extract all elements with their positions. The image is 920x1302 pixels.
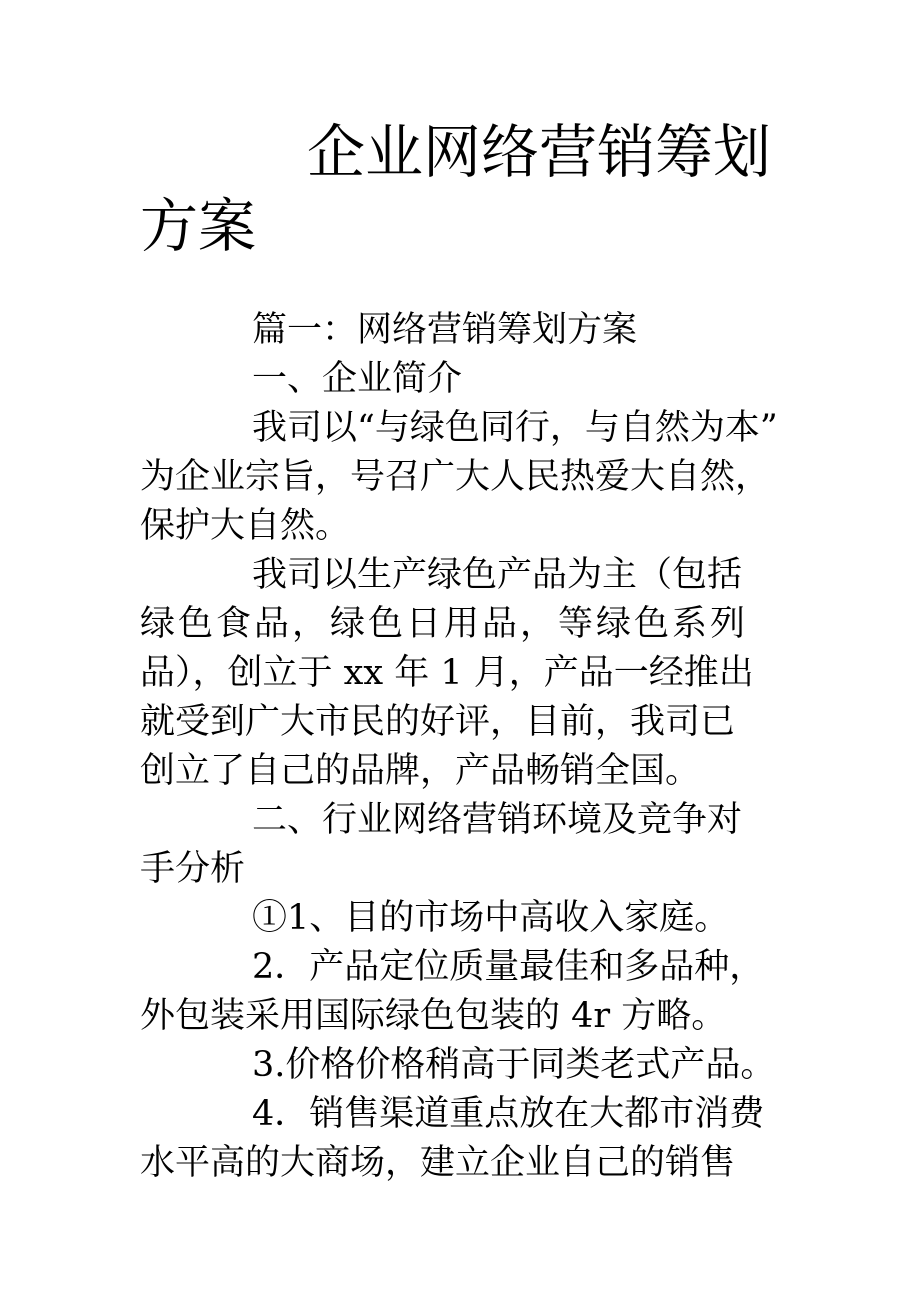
paragraph-line: 创立了自己的品牌，产品畅销全国。 <box>140 751 701 791</box>
document-title-line-2: 方案 <box>140 192 257 260</box>
list-item: 4．销售渠道重点放在大都市消费 <box>252 1094 765 1134</box>
subsection-heading: 二、行业网络营销环境及竞争对 <box>252 800 743 840</box>
list-item: 3.价格价格稍高于同类老式产品。 <box>252 1045 776 1085</box>
paragraph-line: 品），创立于 xx 年 1 月，产品一经推出 <box>140 653 754 693</box>
section-heading: 篇一：网络营销筹划方案 <box>252 310 638 350</box>
list-item-continued: 外包装采用国际绿色包装的 4r 方略。 <box>140 996 727 1036</box>
paragraph-line: 就受到广大市民的好评，目前，我司已 <box>140 702 736 742</box>
paragraph-line: 为企业宗旨，号召广大人民热爱大自然， <box>140 457 771 497</box>
paragraph-line: 保护大自然。 <box>140 506 351 546</box>
list-item-continued: 水平高的大商场，建立企业自己的销售 <box>140 1143 736 1183</box>
paragraph-line: 我司以生产绿色产品为主（包括 <box>252 555 743 595</box>
list-item: ①1、目的市场中高收入家庭。 <box>252 898 730 938</box>
document-title-line-1: 企业网络营销筹划 <box>307 118 772 186</box>
paragraph-line: 绿色食品，绿色日用品，等绿色系列 <box>140 604 749 644</box>
list-item: 2．产品定位质量最佳和多品种， <box>252 947 765 987</box>
subsection-heading: 一、企业简介 <box>252 359 463 399</box>
paragraph-line: 我司以“与绿色同行，与自然为本” <box>252 408 778 448</box>
subsection-heading-continued: 手分析 <box>140 849 246 889</box>
